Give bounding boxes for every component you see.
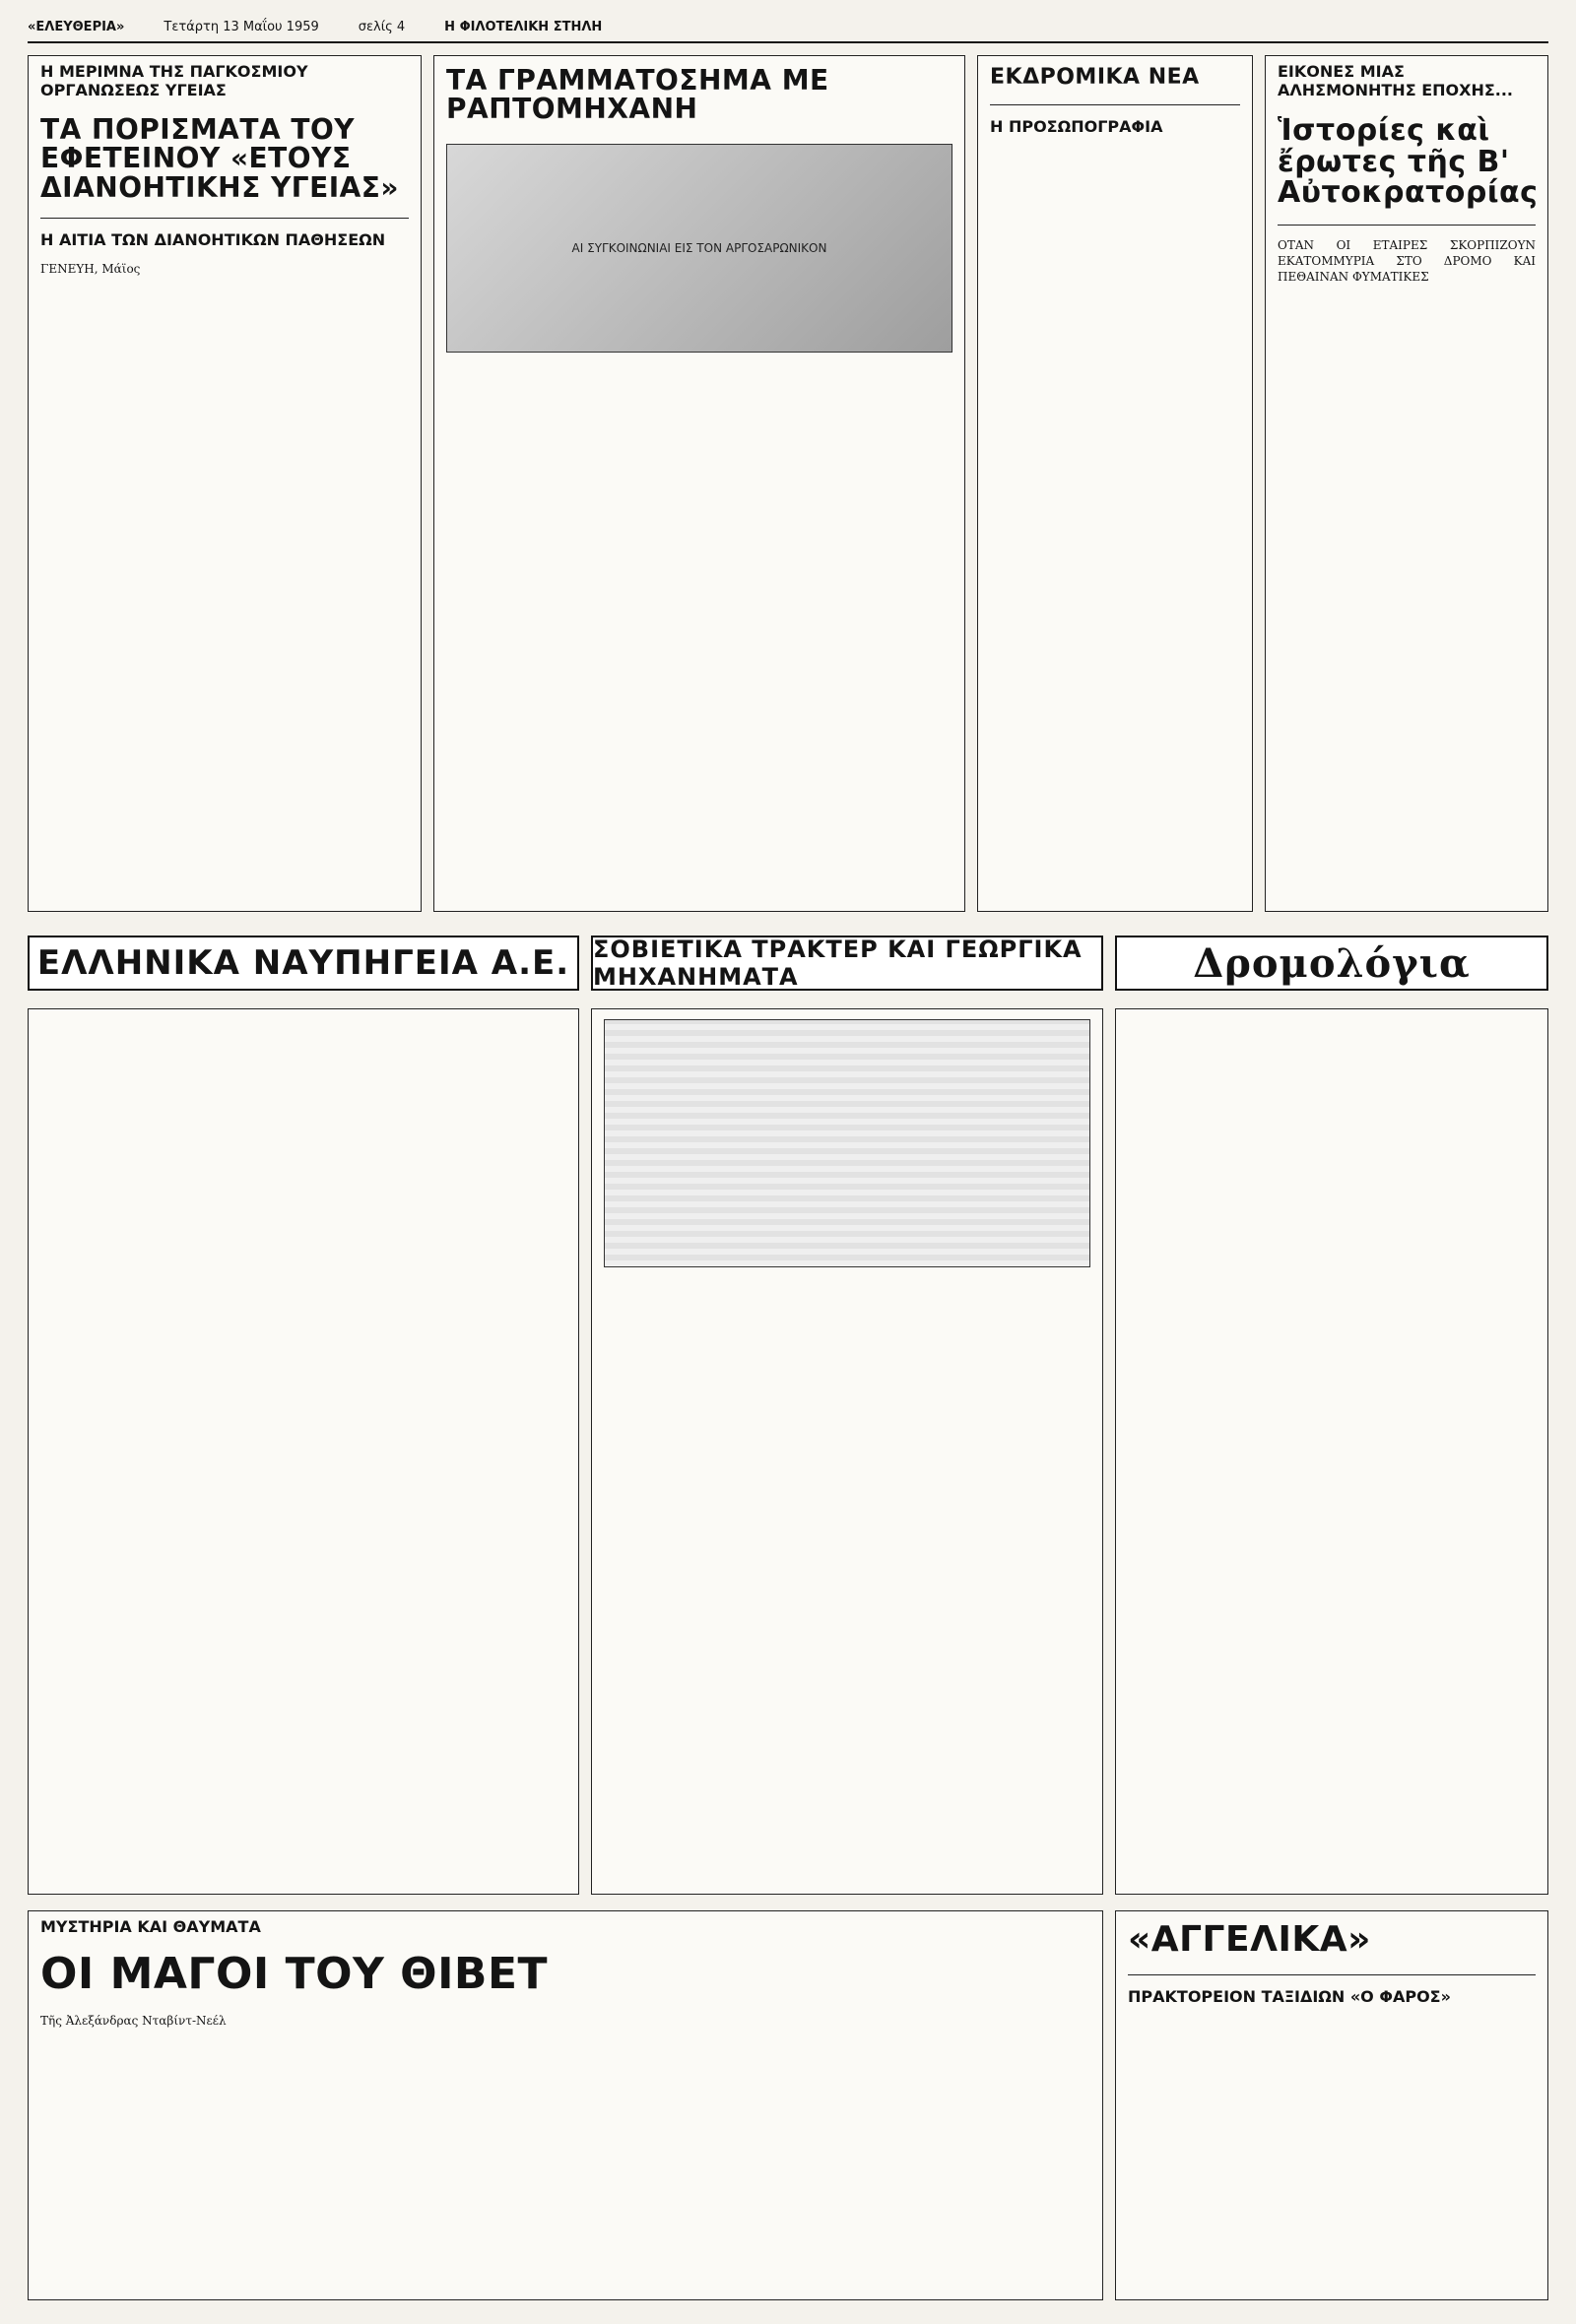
ship-photo bbox=[446, 144, 952, 353]
excursions-title: ΕΚΔΡΟΜΙΚΑ ΝΕΑ bbox=[990, 65, 1200, 90]
bottom-right-divider bbox=[1128, 1974, 1536, 1975]
right-top-column bbox=[977, 55, 1253, 912]
left-divider bbox=[40, 218, 409, 219]
page-number: σελίς 4 bbox=[358, 19, 406, 34]
section-title: Η ΦΙΛΟΤΕΛΙΚΗ ΣΤΗΛΗ bbox=[444, 19, 603, 34]
tractor-ad bbox=[591, 1008, 1103, 1895]
angelika-title: «ΑΓΓΕΛΙΚΑ» bbox=[1128, 1919, 1371, 1960]
left-headline: ΤΑ ΠΟΡΙΣΜΑΤΑ ΤΟΥ ΕΦΕΤΕΙΝΟΥ «ΕΤΟΥΣ ΔΙΑΝΟΗΤΙΚΗΣ ΥΓΕΙΑΣ» bbox=[40, 113, 399, 204]
schedules-band bbox=[1115, 936, 1548, 991]
bottom-headline: ΟΙ ΜΑΓΟΙ ΤΟΥ ΘΙΒΕΤ bbox=[40, 1949, 549, 1999]
schedules-title: Δρομολόγια bbox=[1193, 939, 1471, 987]
left-kicker: Η ΜΕΡΙΜΝΑ ΤΗΣ ΠΑΓΚΟΣΜΙΟΥ ΟΡΓΑΝΩΣΕΩΣ ΥΓΕΙΑΣ bbox=[40, 62, 308, 99]
tractors-band bbox=[591, 936, 1103, 991]
bottom-right-ads bbox=[1115, 1910, 1548, 2300]
excursions-divider bbox=[990, 104, 1240, 105]
left-subhead: Η ΑΙΤΙΑ ΤΩΝ ΔΙΑΝΟΗΤΙΚΩΝ ΠΑΘΗΣΕΩΝ bbox=[40, 230, 386, 250]
tractors-title: ΣΟΒΙΕΤΙΚΑ ΤΡΑΚΤΕΡ ΚΑΙ ΓΕΩΡΓΙΚΑ ΜΗΧΑΝΗΜΑΤΑ bbox=[593, 936, 1083, 991]
balance-sheet bbox=[28, 1008, 579, 1895]
bottom-left-feature bbox=[28, 1910, 1103, 2300]
stamps-title: ΤΑ ΓΡΑΜΜΑΤΟΣΗΜΑ ΜΕ ΡΑΠΤΟΜΗΧΑΝΗ bbox=[446, 64, 829, 126]
right-subhead: ΟΤΑΝ ΟΙ ΕΤΑΙΡΕΣ ΣΚΟΡΠΙΖΟΥΝ ΕΚΑΤΟΜΜΥΡΙΑ ΣΤΟ ΔΡΟΜΟ ΚΑΙ ΠΕΘΑΙΝΑΝ ΦΥΜΑΤΙΚΕΣ bbox=[1278, 237, 1536, 284]
left-article bbox=[28, 55, 422, 912]
right-divider bbox=[1278, 225, 1536, 226]
tractor-illustration bbox=[604, 1019, 1090, 1267]
prosopografia-title: Η ΠΡΟΣΩΠΟΓΡΑΦΙΑ bbox=[990, 117, 1163, 137]
bottom-kicker: ΜΥΣΤΗΡΙΑ ΚΑΙ ΘΑΥΜΑΤΑ bbox=[40, 1917, 261, 1936]
shipping-schedules bbox=[1115, 1008, 1548, 1895]
right-kicker: ΕΙΚΟΝΕΣ ΜΙΑΣ ΑΛΗΣΜΟΝΗΤΗΣ ΕΠΟΧΗΣ... bbox=[1278, 62, 1514, 99]
shipyards-band bbox=[28, 936, 579, 991]
right-feature bbox=[1265, 55, 1548, 912]
middle-top-article bbox=[433, 55, 965, 912]
right-headline: Ἱστορίες καὶ ἔρωτες τῆς Β' Αὐτοκρατορίας bbox=[1278, 113, 1539, 210]
masthead bbox=[28, 12, 1548, 43]
left-dateline: ΓΕΝΕΥΗ, Μάϊος bbox=[40, 262, 141, 277]
photo-caption: ΑΙ ΣΥΓΚΟΙΝΩΝΙΑΙ ΕΙΣ ΤΟΝ ΑΡΓΟΣΑΡΩΝΙΚΟΝ bbox=[571, 240, 827, 255]
issue-date: Τετάρτη 13 Μαΐου 1959 bbox=[164, 19, 319, 34]
travel-agency: ΠΡΑΚΤΟΡΕΙΟΝ ΤΑΞΙΔΙΩΝ «Ο ΦΑΡΟΣ» bbox=[1128, 1986, 1451, 2006]
bottom-byline: Τῆς Ἀλεξάνδρας Νταβίντ-Νεέλ bbox=[40, 2014, 227, 2029]
newspaper-name: «ΕΛΕΥΘΕΡΙΑ» bbox=[28, 19, 125, 34]
shipyards-title: ΕΛΛΗΝΙΚΑ ΝΑΥΠΗΓΕΙΑ Α.Ε. bbox=[36, 943, 570, 983]
